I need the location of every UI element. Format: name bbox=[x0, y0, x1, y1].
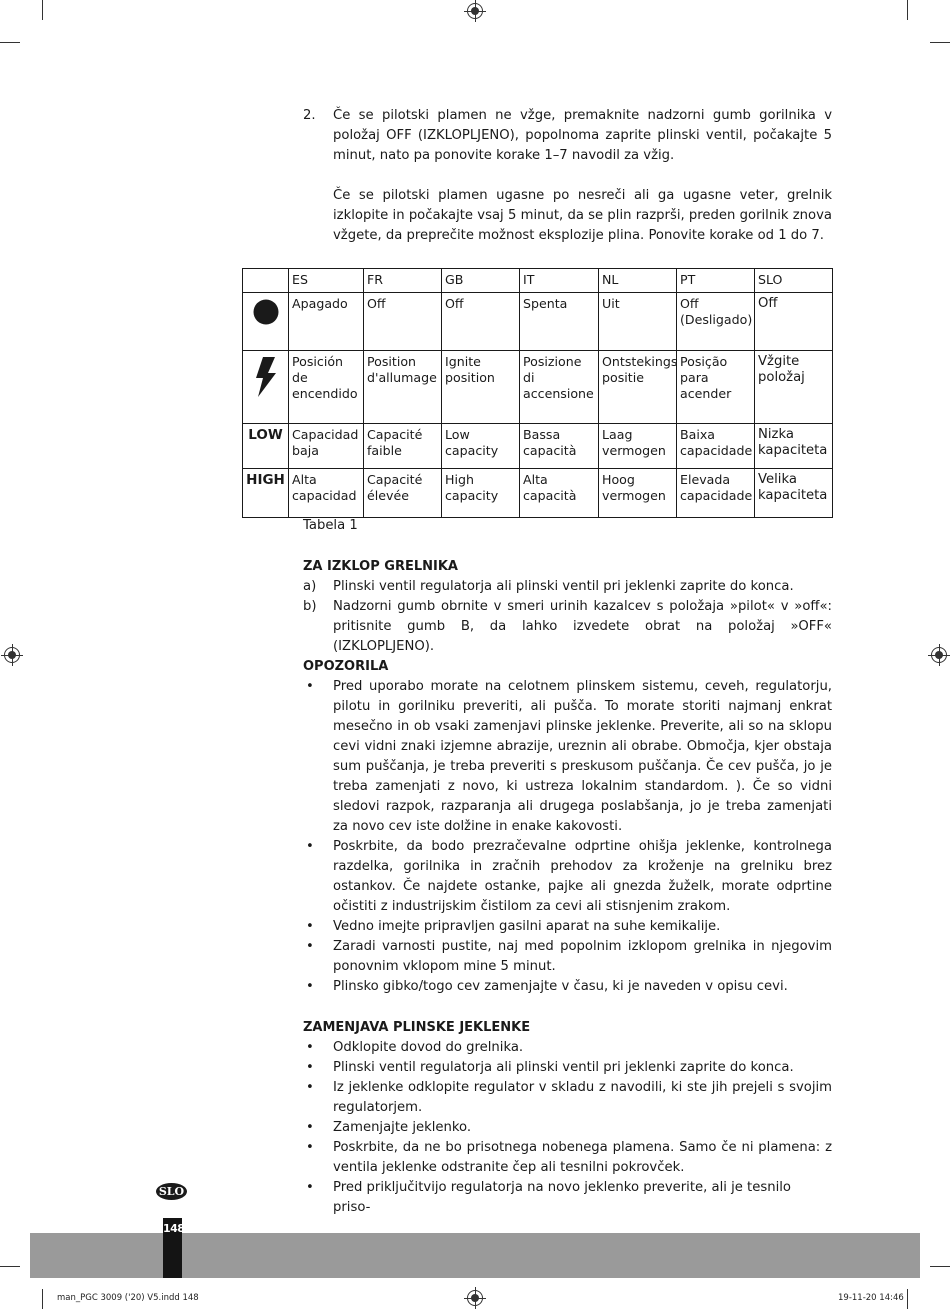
list-item bbox=[303, 977, 832, 997]
table-cell: Velika kapaciteta bbox=[755, 469, 833, 518]
list-item-text: Nadzorni gumb obrnite v smeri urinih kazalcev s položaja »pilot« v »off«: pritisnite gumb B, da lahko izvedete obrat na položaj »OFF« (IZKLOPLJENO). bbox=[333, 599, 832, 654]
table-cell: Nizka kapaciteta bbox=[755, 424, 833, 469]
list-item-text: Zaradi varnosti pustite, naj med popolnim izklopom grelnika in njegovim ponovnim vklopom mine 5 minut. bbox=[333, 939, 832, 974]
table-header-cell: FR bbox=[364, 269, 442, 293]
table-cell: Low capacity bbox=[442, 424, 520, 469]
list-item bbox=[303, 597, 832, 657]
table-cell: Posizione di accensione bbox=[520, 351, 599, 424]
list-item-text: Iz jeklenke odklopite regulator v skladu z navodili, ki ste jih prejeli s svojim regulatorjem. bbox=[333, 1080, 832, 1115]
table-header-cell: NL bbox=[599, 269, 677, 293]
table-cell: Uit bbox=[599, 293, 677, 351]
table-cell: Hoog vermogen bbox=[599, 469, 677, 518]
crop-mark bbox=[42, 0, 43, 20]
table-cell: Posição para acender bbox=[677, 351, 755, 424]
crop-mark bbox=[0, 1266, 20, 1267]
table-cell: Capacidad baja bbox=[289, 424, 364, 469]
bullet-icon: • bbox=[306, 1120, 314, 1135]
izklop-list bbox=[303, 577, 832, 657]
section-heading-izklop: ZA IZKLOP GRELNIKA bbox=[303, 559, 458, 574]
slug-filename: man_PGC 3009 ('20) V5.indd 148 bbox=[57, 1293, 199, 1303]
list-item bbox=[303, 677, 832, 837]
table-cell: Posición de encendido bbox=[289, 351, 364, 424]
crop-mark bbox=[0, 42, 20, 43]
bullet-icon: • bbox=[306, 839, 314, 854]
table-cell: Position d'allumage bbox=[364, 351, 442, 424]
crop-mark bbox=[930, 42, 950, 43]
table-header-cell: SLO bbox=[755, 269, 833, 293]
list-item bbox=[303, 1078, 832, 1118]
table-cell: Vžgite položaj bbox=[755, 351, 833, 424]
table-cell: Apagado bbox=[289, 293, 364, 351]
list-item bbox=[303, 1058, 832, 1078]
table-cell: Laag vermogen bbox=[599, 424, 677, 469]
section-heading-opozorila: OPOZORILA bbox=[303, 659, 389, 674]
crop-mark bbox=[42, 1289, 43, 1309]
table-row bbox=[243, 469, 833, 518]
list-item bbox=[303, 1178, 832, 1218]
list-marker: b) bbox=[303, 599, 317, 614]
section-heading-zamenjava: ZAMENJAVA PLINSKE JEKLENKE bbox=[303, 1020, 531, 1035]
table-row-icon-cell bbox=[243, 293, 289, 351]
list-item-text: Plinski ventil regulatorja ali plinski ventil pri jeklenki zaprite do konca. bbox=[333, 579, 794, 594]
bullet-icon: • bbox=[306, 1140, 314, 1155]
slug-timestamp: 19-11-20 14:46 bbox=[838, 1293, 904, 1303]
bullet-icon: • bbox=[306, 1180, 314, 1195]
list-item bbox=[303, 1118, 832, 1138]
list-item-text: Zamenjajte jeklenko. bbox=[333, 1120, 472, 1135]
table-header-cell: GB bbox=[442, 269, 520, 293]
filled-circle-icon bbox=[251, 297, 281, 327]
table-cell: Off bbox=[364, 293, 442, 351]
registration-mark-icon bbox=[931, 647, 947, 663]
table-cell: Bassa capacità bbox=[520, 424, 599, 469]
list-item-text: Plinski ventil regulatorja ali plinski ventil pri jeklenki zaprite do konca. bbox=[333, 1060, 794, 1075]
table-row bbox=[243, 424, 833, 469]
list-item bbox=[303, 837, 832, 917]
list-item bbox=[303, 577, 832, 597]
registration-mark-icon bbox=[467, 3, 483, 19]
language-table bbox=[242, 268, 833, 518]
list-marker: a) bbox=[303, 579, 317, 594]
bullet-icon: • bbox=[306, 939, 314, 954]
list-item-text: Plinsko gibko/togo cev zamenjajte v času, ki je naveden v opisu cevi. bbox=[333, 979, 788, 994]
table-row-label: HIGH bbox=[243, 469, 289, 518]
bullet-icon: • bbox=[306, 1040, 314, 1055]
table-header-cell: ES bbox=[289, 269, 364, 293]
list-item-text: Poskrbite, da bodo prezračevalne odprtine ohišja jeklenke, kontrolnega razdelka, gorilnika in zračnih prehodov za kroženje na grelniku brez ostankov. Če najdete ostanke, pajke ali gnezda žuželk, morate odprtine očistiti z industrijskim čistilom za cevi ali stisnjenim zrakom. bbox=[333, 839, 832, 914]
registration-mark-icon bbox=[467, 1290, 483, 1306]
table-row-label: LOW bbox=[243, 424, 289, 469]
list-item-text: Poskrbite, da ne bo prisotnega nobenega plamena. Samo če ni plamena: z ventila jeklenke odstranite čep ali tesnilni pokrovček. bbox=[333, 1140, 832, 1175]
table-row bbox=[243, 293, 833, 351]
list-item bbox=[303, 937, 832, 977]
list-item-text: Odklopite dovod do grelnika. bbox=[333, 1040, 524, 1055]
lightning-bolt-icon bbox=[254, 356, 278, 398]
table-cell: Capacité élevée bbox=[364, 469, 442, 518]
table-cell: Off bbox=[442, 293, 520, 351]
table-cell: Ignite position bbox=[442, 351, 520, 424]
list-item-text: Vedno imejte pripravljen gasilni aparat na suhe kemikalije. bbox=[333, 919, 721, 934]
list-item bbox=[303, 917, 832, 937]
table-cell: Capacité faible bbox=[364, 424, 442, 469]
table-header-cell: PT bbox=[677, 269, 755, 293]
bullet-icon: • bbox=[306, 1060, 314, 1075]
step-2-note: Če se pilotski plamen ugasne po nesreči ali ga ugasne veter, grelnik izklopite in počakajte vsaj 5 minut, da se plin razprši, preden gorilnik znova vžgete, da preprečite možnost eksplozije plina. Ponovite korake od 1 do 7. bbox=[333, 188, 832, 243]
list-item-text: Pred priključitvijo regulatorja na novo jeklenko preverite, ali je tesnilo priso- bbox=[333, 1180, 791, 1215]
list-item-text: Pred uporabo morate na celotnem plinskem sistemu, ceveh, regulatorju, pilotu in gorilniku preveriti, ali pušča. To morate storiti najmanj enkrat mesečno in ob vsaki zamenjavi plinske jeklenke. Preverite, ali so na sklopu cevi vidni znaki izjemne abrazije, ureznin ali obrabe. Območja, kjer obstaja sum puščanja, je treba preveriti s preskusom puščanja. Če cev pušča, jo je treba zamenjati z novo, ki ustreza lokalnim standardom. ). Če so vidni sledovi razpok, razparanja ali drugega poslabšanja, jo je treba zamenjati za novo cev iste dolžine in enake kakovosti. bbox=[333, 679, 832, 834]
bullet-icon: • bbox=[306, 1080, 314, 1095]
language-badge: SLO bbox=[156, 1183, 187, 1200]
crop-mark bbox=[930, 1266, 950, 1267]
page-number: 148 bbox=[163, 1222, 185, 1235]
table-cell: Ontstekings positie bbox=[599, 351, 677, 424]
registration-mark-icon bbox=[4, 647, 20, 663]
bullet-icon: • bbox=[306, 679, 314, 694]
opozorila-list bbox=[303, 677, 832, 997]
crop-mark bbox=[907, 0, 908, 20]
list-item bbox=[303, 1138, 832, 1178]
table-cell: Alta capacità bbox=[520, 469, 599, 518]
table-header-row bbox=[243, 269, 833, 293]
table-cell: Spenta bbox=[520, 293, 599, 351]
table-cell: Off bbox=[755, 293, 833, 351]
table-row bbox=[243, 351, 833, 424]
step-2-text: Če se pilotski plamen ne vžge, premaknite nadzorni gumb gorilnika v položaj OFF (IZKLOPLJENO), popolnoma zaprite plinski ventil, počakajte 5 minut, nato pa ponovite korake 1–7 navodil za vžig. bbox=[333, 108, 832, 163]
table-header-cell bbox=[243, 269, 289, 293]
bullet-icon: • bbox=[306, 979, 314, 994]
zamenjava-list bbox=[303, 1038, 832, 1218]
table-cell: Alta capacidad bbox=[289, 469, 364, 518]
table-cell: Off (Desligado) bbox=[677, 293, 755, 351]
crop-mark bbox=[907, 1289, 908, 1309]
table-caption: Tabela 1 bbox=[303, 518, 358, 533]
table-cell: Elevada capacidade bbox=[677, 469, 755, 518]
step-number: 2. bbox=[303, 108, 316, 123]
table-header-cell: IT bbox=[520, 269, 599, 293]
table-cell: Baixa capacidade bbox=[677, 424, 755, 469]
bullet-icon: • bbox=[306, 919, 314, 934]
table-row-icon-cell bbox=[243, 351, 289, 424]
table-cell: High capacity bbox=[442, 469, 520, 518]
list-item bbox=[303, 1038, 832, 1058]
